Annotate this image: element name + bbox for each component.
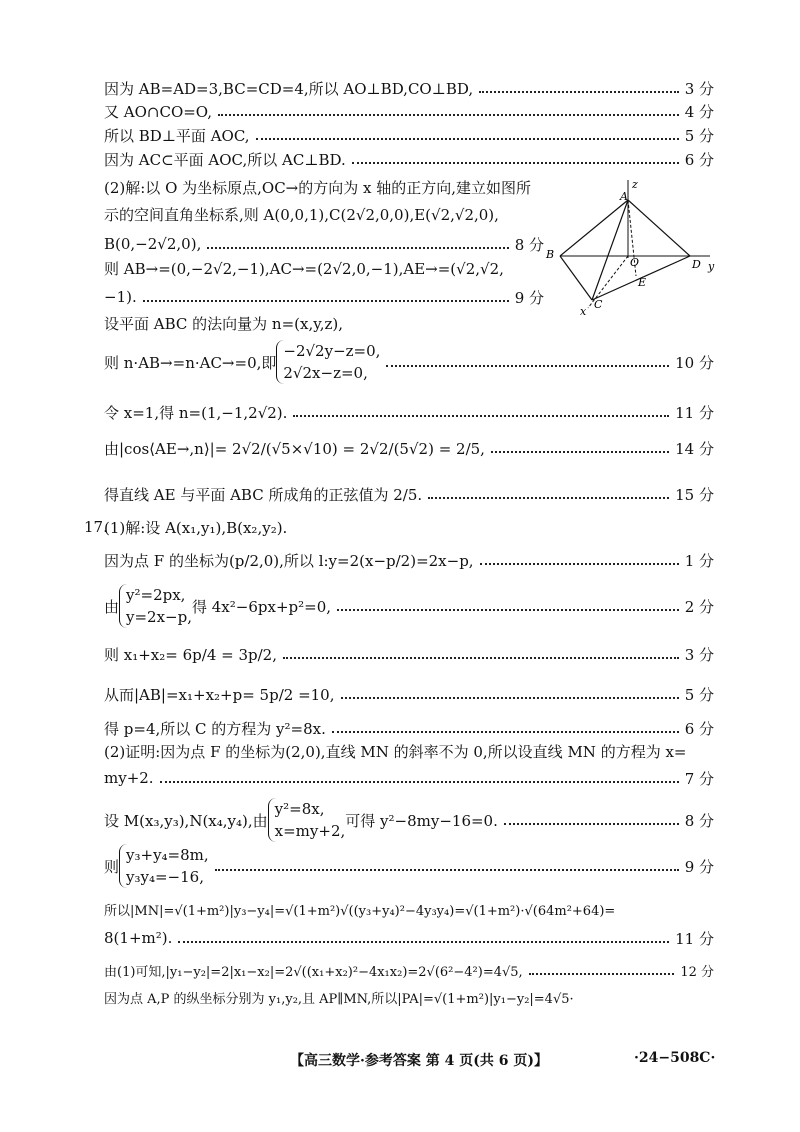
label-x: x <box>580 305 587 318</box>
line-12: 令 x=1,得 n=(1,−1,2√2). 11 分 <box>104 403 714 422</box>
line-18: 从而|AB|=x₁+x₂+p= 5p/2 =10, 5 分 <box>104 685 714 704</box>
line-14: 得直线 AE 与平面 ABC 所成角的正弦值为 2/5. 15 分 <box>104 485 714 504</box>
label-z: z <box>632 178 638 191</box>
line-26: 由(1)可知,|y₁−y₂|=2|x₁−x₂|=2√((x₁+x₂)²−4x₁x₂)=2√(6²−4²)=4√5, 12 分 <box>104 964 714 980</box>
line-27: 因为点 A,P 的纵坐标分别为 y₁,y₂,且 AP∥MN,所以|PA|=√(1+m²)|y₁−y₂|=4√5· <box>104 992 574 1007</box>
line-2: 又 AO∩CO=O, 4 分 <box>104 102 714 121</box>
label-y: y <box>708 260 715 273</box>
line-23: 则 y₃+y₄=8m, y₃y₄=−16, 9 分 <box>104 846 714 886</box>
line-6: 示的空间直角坐标系,则 A(0,0,1),C(2√2,0,0),E(√2,√2,0), <box>104 206 499 224</box>
line-25: 8(1+m²). 11 分 <box>104 929 714 948</box>
line-9: −1). 9 分 <box>104 288 544 307</box>
line-16: 由 y²=2px, y=2x−p, 得 4x²−6px+p²=0, 2 分 <box>104 586 714 626</box>
page-footer <box>0 1050 800 1076</box>
line-24: 所以|MN|=√(1+m²)|y₃−y₄|=√(1+m²)√((y₃+y₄)²−4y₃y₄)=√(1+m²)·√(64m²+64)= <box>104 904 616 919</box>
line-13: 由|cos⟨AE→,n⟩|= 2√2/(√5×√10) = 2√2/(5√2) = 2/5, 14 分 <box>104 439 714 458</box>
line-q17: (1)解:设 A(x₁,y₁),B(x₂,y₂). <box>104 519 288 537</box>
line-7: B(0,−2√2,0), 8 分 <box>104 235 544 254</box>
label-o: O <box>630 256 640 269</box>
line-10: 设平面 ABC 的法向量为 n=(x,y,z), <box>104 315 343 333</box>
line-11: 则 n·AB→=n·AC→=0,即 −2√2y−z=0, 2√2x−z=0, 10 分 <box>104 342 714 382</box>
label-a: A <box>620 190 628 203</box>
footer-code: ·24−508C· <box>634 1050 716 1066</box>
label-d: D <box>692 258 701 271</box>
label-c: C <box>594 298 603 311</box>
line-5: (2)解:以 O 为坐标原点,OC→的方向为 x 轴的正方向,建立如图所 <box>104 179 532 197</box>
line-4: 因为 AC⊂平面 AOC,所以 AC⊥BD. 6 分 <box>104 150 714 169</box>
geometry-figure <box>540 178 720 318</box>
label-e: E <box>638 276 647 289</box>
footer-center: 【高三数学·参考答案 第 4 页(共 6 页)】 <box>290 1053 548 1069</box>
line-3: 所以 BD⊥平面 AOC, 5 分 <box>104 126 714 145</box>
line-21: my+2. 7 分 <box>104 769 714 788</box>
line-8: 则 AB→=(0,−2√2,−1),AC→=(2√2,0,−1),AE→=(√2,√2, <box>104 260 504 278</box>
label-b: B <box>546 248 555 261</box>
line-17: 则 x₁+x₂= 6p/4 = 3p/2, 3 分 <box>104 645 714 664</box>
line-19: 得 p=4,所以 C 的方程为 y²=8x. 6 分 <box>104 719 714 738</box>
line-15: 因为点 F 的坐标为(p/2,0),所以 l:y=2(x−p/2)=2x−p, 1 分 <box>104 551 714 570</box>
line-1: 因为 AB=AD=3,BC=CD=4,所以 AO⊥BD,CO⊥BD, 3 分 <box>104 79 714 98</box>
line-20: (2)证明:因为点 F 的坐标为(2,0),直线 MN 的斜率不为 0,所以设直线 MN 的方程为 x= <box>104 743 687 761</box>
line-22: 设 M(x₃,y₃),N(x₄,y₄),由 y²=8x, x=my+2, 可得 y²−8my−16=0. 8 分 <box>104 800 714 840</box>
question-number: 17. <box>84 518 108 536</box>
